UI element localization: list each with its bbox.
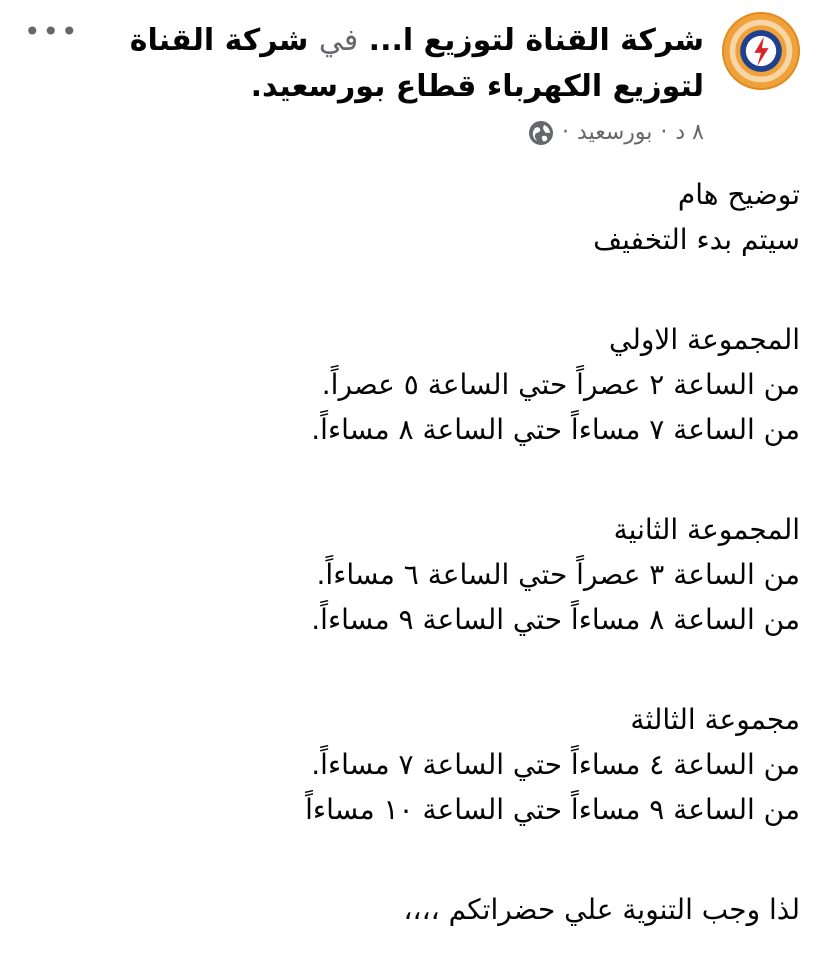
post-title <box>104 18 704 110</box>
group3-name: مجموعة الثالثة <box>630 703 800 736</box>
group-name-link[interactable]: شركة القناة لتوزيع الكهرباء قطاع بورسعيد <box>129 23 704 104</box>
page-avatar[interactable] <box>722 12 800 90</box>
group1-slot1: من الساعة ٢ عصراً حتي الساعة ٥ عصراً. <box>321 368 800 401</box>
post-meta <box>528 118 704 148</box>
post-body <box>20 172 800 932</box>
globe-icon[interactable] <box>528 120 554 146</box>
group2-slot1: من الساعة ٣ عصراً حتي الساعة ٦ مساءاً. <box>316 558 800 591</box>
in-word: في <box>318 23 359 58</box>
title-suffix: . <box>250 69 262 104</box>
group3-slot2: من الساعة ٩ مساءاً حتي الساعة ١٠ مساءاً <box>305 793 800 826</box>
company-logo-icon <box>724 14 798 88</box>
meta-separator-2: · <box>562 120 570 145</box>
post-time[interactable]: ٨ د <box>675 120 704 145</box>
group3-slot1: من الساعة ٤ مساءاً حتي الساعة ٧ مساءاً. <box>311 748 800 781</box>
page-name-link[interactable]: شركة القناة لتوزيع ا... <box>368 23 704 58</box>
post-closing: لذا وجب التنوية علي حضراتكم ،،،، <box>403 893 800 926</box>
post-heading: توضيح هام <box>677 178 800 211</box>
group1-slot2: من الساعة ٧ مساءاً حتي الساعة ٨ مساءاً. <box>311 413 800 446</box>
group2-name: المجموعة الثانية <box>613 513 800 546</box>
meta-separator: · <box>660 120 668 145</box>
post-subheading: سيتم بدء التخفيف <box>593 223 800 256</box>
post-header <box>20 10 800 160</box>
group1-name: المجموعة الاولي <box>609 323 800 356</box>
group2-slot2: من الساعة ٨ مساءاً حتي الساعة ٩ مساءاً. <box>311 603 800 636</box>
more-options-icon[interactable]: ••• <box>24 15 80 48</box>
post-location[interactable]: بورسعيد <box>577 120 653 145</box>
